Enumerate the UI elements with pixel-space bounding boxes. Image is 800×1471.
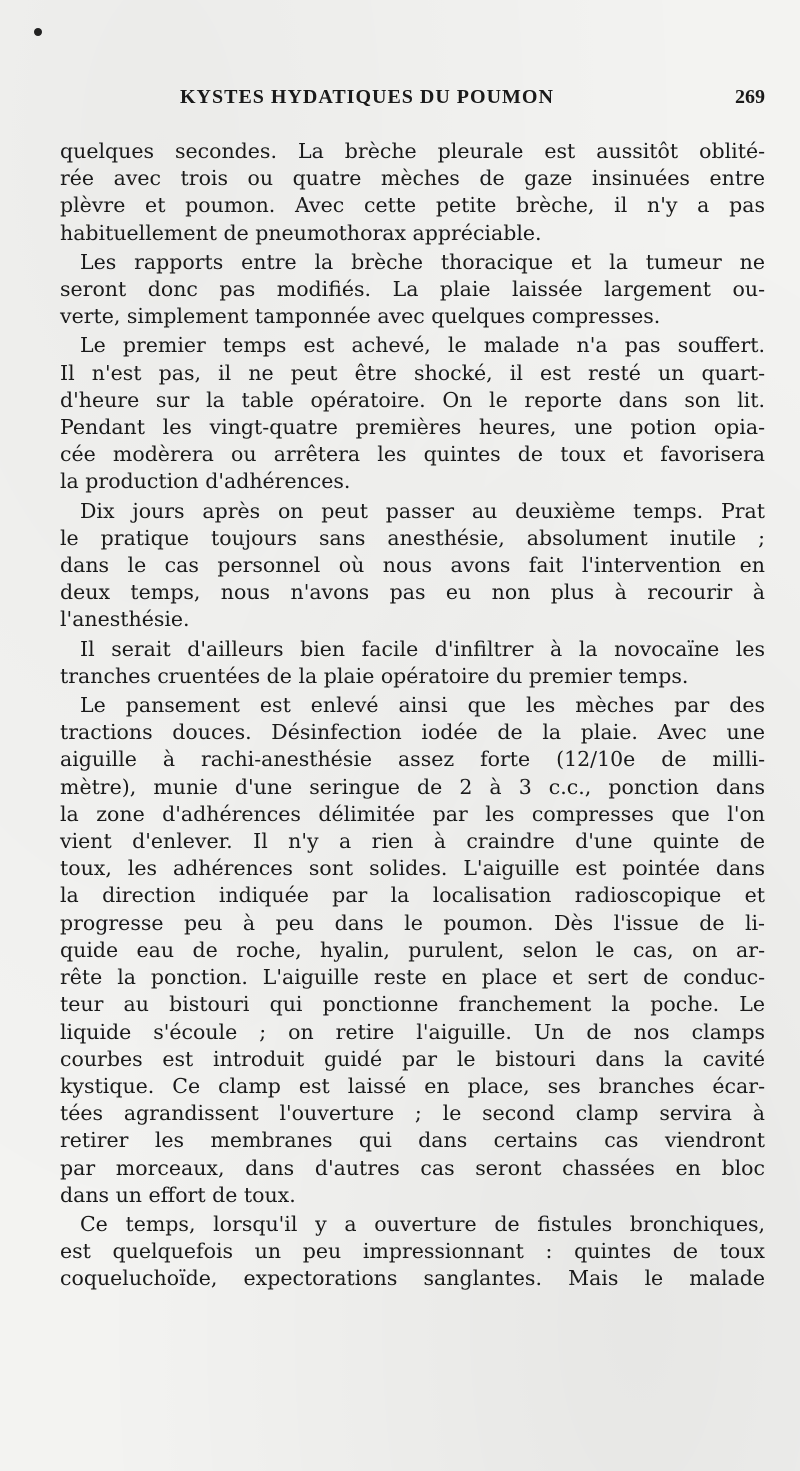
text-line: rée avec trois ou quatre mèches de gaze insinuées entre bbox=[60, 166, 765, 191]
text-line: la zone d'adhérences délimitée par les compresses que l'on bbox=[60, 801, 765, 826]
text-line: teur au bistouri qui ponctionne franchement la poche. Le bbox=[60, 992, 765, 1017]
paragraph bbox=[60, 138, 765, 247]
text-line: quelques secondes. La brèche pleurale est aussitôt oblité- bbox=[60, 139, 765, 163]
text-line: Dix jours après on peut passer au deuxième temps. Prat bbox=[80, 498, 765, 523]
text-line: Le pansement est enlevé ainsi que les mèches par des bbox=[80, 693, 765, 718]
text-line: par morceaux, dans d'autres cas seront chassées en bloc bbox=[60, 1155, 765, 1180]
text-line: mètre), munie d'une seringue de 2 à 3 c.c., ponction dans bbox=[60, 774, 765, 799]
text-line: verte, simplement tamponnée avec quelques compresses. bbox=[60, 304, 661, 329]
text-line: d'heure sur la table opératoire. On le reporte dans son lit. bbox=[60, 387, 765, 412]
text-line: progresse peu à peu dans le poumon. Dès l'issue de li- bbox=[60, 910, 765, 935]
text-line: Il serait d'ailleurs bien facile d'infiltrer à la novocaïne les bbox=[80, 636, 765, 661]
text-line: le pratique toujours sans anesthésie, absolument inutile ; bbox=[60, 525, 765, 550]
text-line: courbes est introduit guidé par le bistouri dans la cavité bbox=[60, 1046, 765, 1071]
text-line: habituellement de pneumothorax appréciable. bbox=[60, 220, 542, 245]
text-line: coqueluchoïde, expectorations sanglantes. Mais le malade bbox=[60, 1266, 765, 1291]
text-line: la production d'adhérences. bbox=[60, 469, 351, 494]
text-line: deux temps, nous n'avons pas eu non plus à recourir à bbox=[60, 580, 765, 605]
text-line: tractions douces. Désinfection iodée de la plaie. Avec une bbox=[60, 720, 765, 745]
paragraph bbox=[60, 498, 765, 634]
text-line: tranches cruentées de la plaie opératoire du premier temps. bbox=[60, 663, 689, 688]
text-line: Les rapports entre la brèche thoracique et la tumeur ne bbox=[80, 249, 765, 274]
text-line: toux, les adhérences sont solides. L'aiguille est pointée dans bbox=[60, 856, 765, 881]
text-line: plèvre et poumon. Avec cette petite brèche, il n'y a pas bbox=[60, 193, 765, 218]
text-line: quide eau de roche, hyalin, purulent, selon le cas, on ar- bbox=[60, 937, 765, 962]
body-text bbox=[60, 138, 765, 1295]
text-line: liquide s'écoule ; on retire l'aiguille. Un de nos clamps bbox=[60, 1019, 765, 1044]
page-number: 269 bbox=[735, 86, 765, 108]
paragraph bbox=[60, 636, 765, 690]
text-line: tées agrandissent l'ouverture ; le second clamp servira à bbox=[60, 1101, 765, 1126]
text-line: Pendant les vingt-quatre premières heures, une potion opia- bbox=[60, 415, 765, 440]
paragraph bbox=[60, 332, 765, 495]
text-line: l'anesthésie. bbox=[60, 607, 190, 632]
text-line: cée modèrera ou arrêtera les quintes de toux et favorisera bbox=[60, 442, 765, 467]
ink-dot-mark bbox=[34, 28, 42, 36]
text-line: kystique. Ce clamp est laissé en place, ses branches écar- bbox=[60, 1073, 765, 1098]
text-line: est quelquefois un peu impressionnant : quintes de toux bbox=[60, 1239, 765, 1264]
text-line: dans un effort de toux. bbox=[60, 1182, 296, 1207]
text-line: la direction indiquée par la localisation radioscopique et bbox=[60, 883, 765, 908]
text-line: retirer les membranes qui dans certains cas viendront bbox=[60, 1128, 765, 1153]
paragraph bbox=[60, 692, 765, 1209]
text-line: Le premier temps est achevé, le malade n'a pas souffert. bbox=[80, 333, 765, 358]
text-line: vient d'enlever. Il n'y a rien à craindre d'une quinte de bbox=[60, 829, 765, 854]
text-line: Ce temps, lorsqu'il y a ouverture de fistules bronchiques, bbox=[80, 1211, 765, 1236]
text-line: rête la ponction. L'aiguille reste en place et sert de conduc- bbox=[60, 965, 765, 990]
text-line: aiguille à rachi-anesthésie assez forte (12/10e de milli- bbox=[60, 747, 765, 772]
paragraph bbox=[60, 1211, 765, 1293]
text-line: dans le cas personnel où nous avons fait l'intervention en bbox=[60, 553, 765, 578]
text-line: seront donc pas modifiés. La plaie laissée largement ou- bbox=[60, 277, 765, 302]
paragraph bbox=[60, 249, 765, 331]
text-line: Il n'est pas, il ne peut être shocké, il est resté un quart- bbox=[60, 360, 765, 385]
running-head-title: KYSTES HYDATIQUES DU POUMON bbox=[180, 86, 554, 108]
running-head bbox=[60, 86, 765, 116]
